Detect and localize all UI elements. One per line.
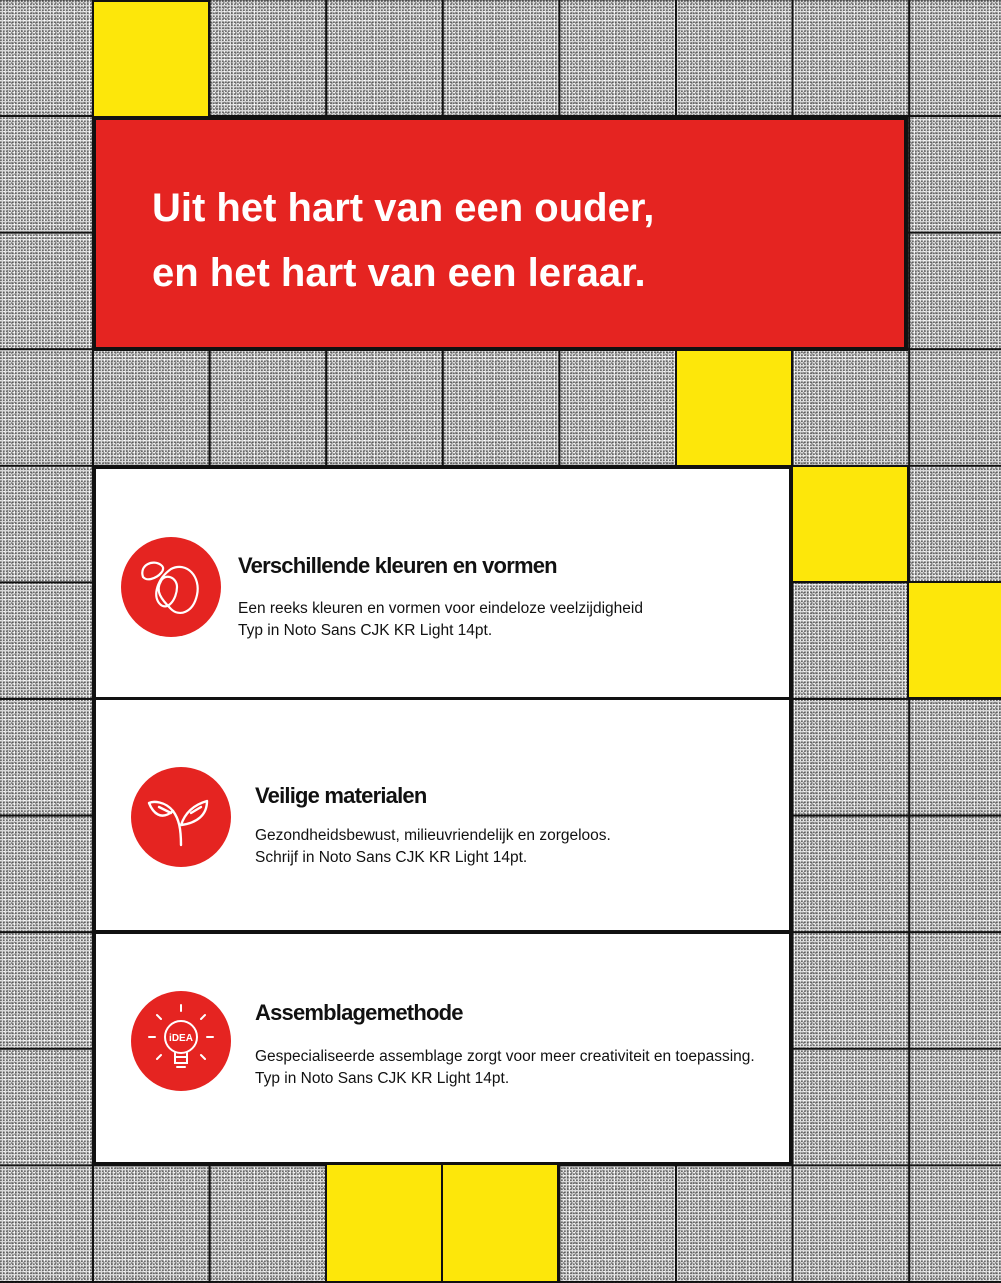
hero-banner (92, 116, 908, 351)
svg-text:iDEA: iDEA (169, 1033, 193, 1044)
feature-title: Verschillende kleuren en vormen (238, 553, 557, 578)
idea-lightbulb-icon (131, 991, 231, 1091)
feature-card (93, 697, 792, 933)
feature-card (93, 466, 792, 700)
feature-title: Assemblagemethode (255, 1000, 463, 1025)
abstract-shapes-icon (121, 537, 221, 637)
feature-title: Veilige materialen (255, 783, 427, 808)
leaf-sprout-icon (131, 767, 231, 867)
yellow-tile (441, 1163, 559, 1283)
feature-description: Gespecialiseerde assemblage zorgt voor meer creativiteit en toepassing. Typ in Noto Sans CJK KR Light 14pt. (255, 1048, 755, 1087)
yellow-tile (907, 581, 1001, 699)
yellow-tile (675, 349, 793, 467)
hero-title: Uit het hart van een ouder, en het hart van een leraar. (152, 186, 655, 295)
feature-description: Een reeks kleuren en vormen voor eindeloze veelzijdigheid Typ in Noto Sans CJK KR Light 14pt. (238, 600, 643, 639)
feature-card (93, 931, 792, 1165)
yellow-tile (325, 1163, 443, 1283)
feature-description: Gezondheidsbewust, milieuvriendelijk en zorgeloos. Schrijf in Noto Sans CJK KR Light 14pt. (255, 827, 611, 866)
yellow-tile (791, 465, 909, 583)
yellow-tile (92, 0, 210, 118)
